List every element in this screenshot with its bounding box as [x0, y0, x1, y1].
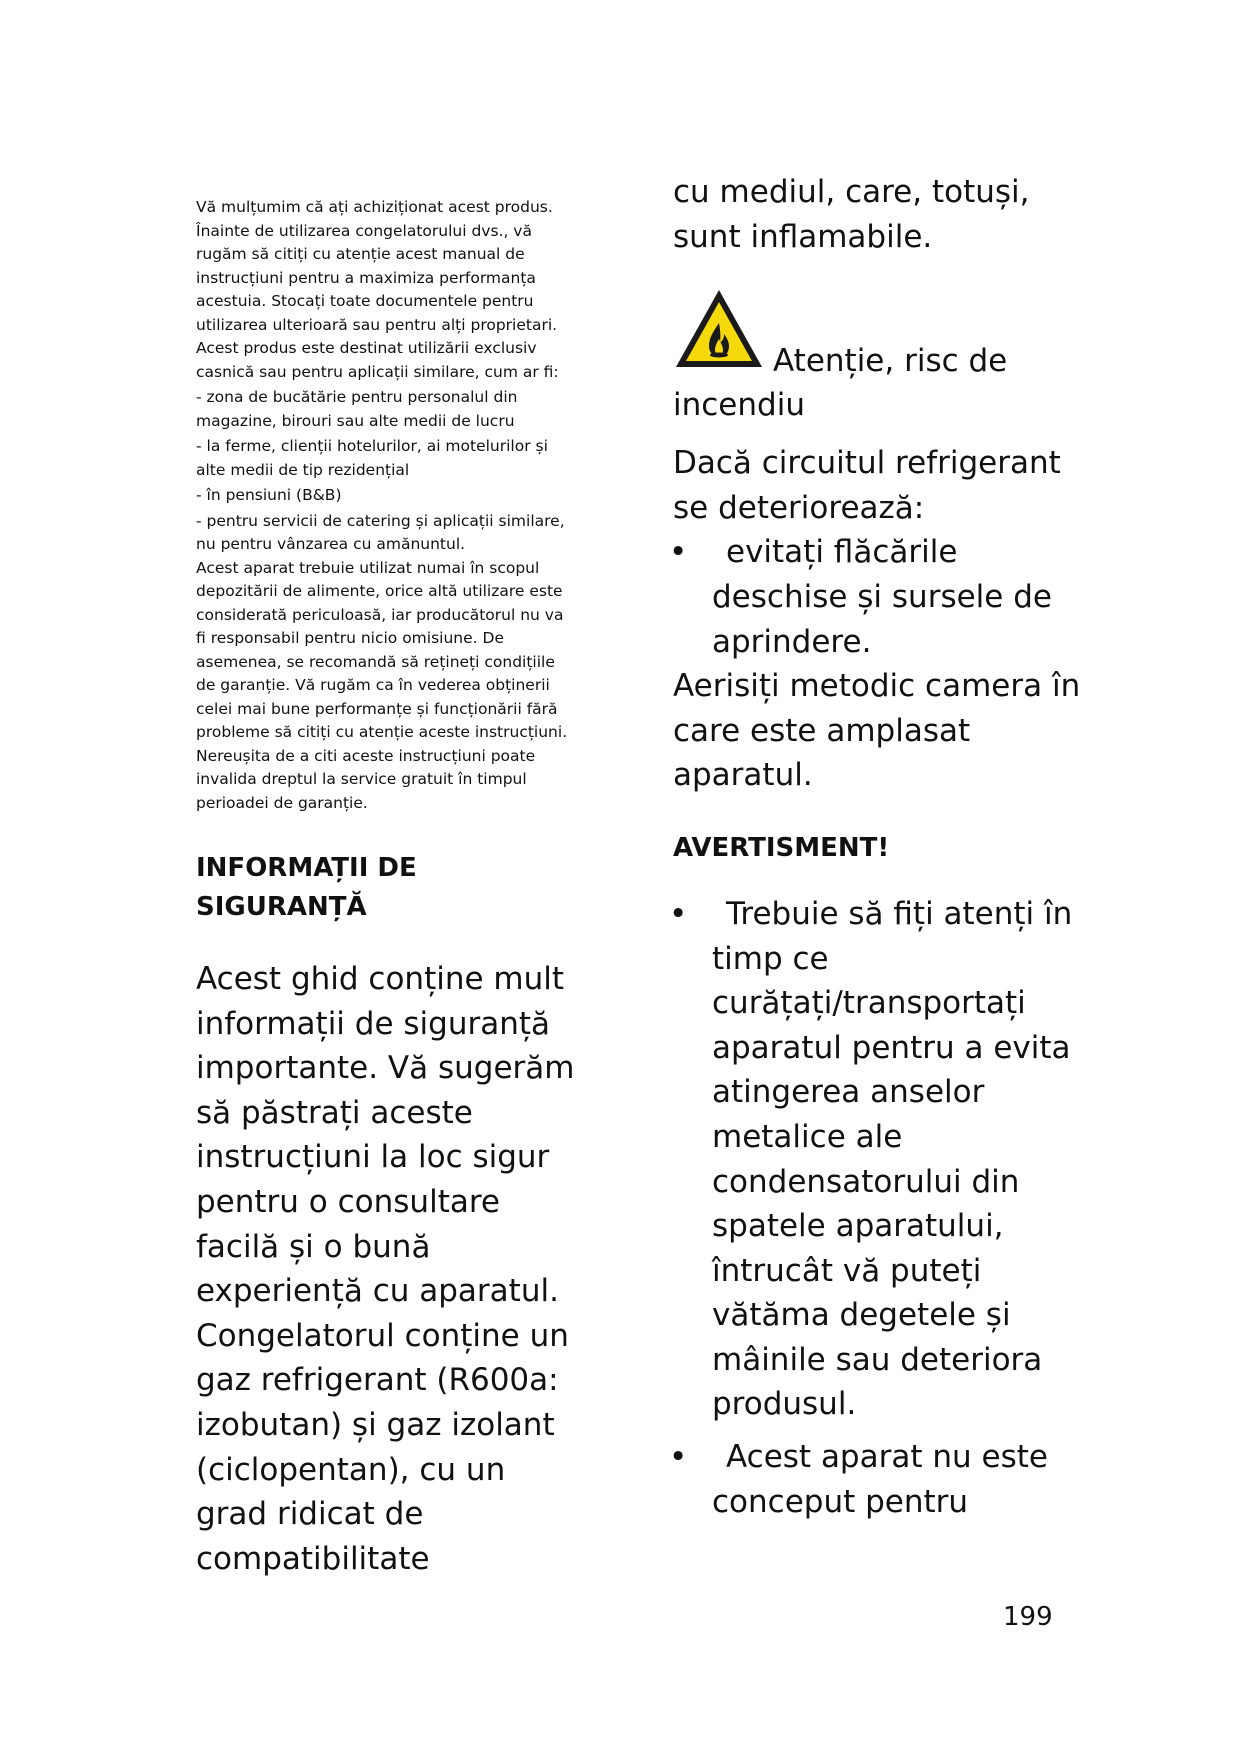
- intro-list-item: - pentru servicii de catering și aplicații similare, nu pentru vânzarea cu amănuntul.: [196, 511, 565, 553]
- bullet-item: [669, 530, 1093, 664]
- right-column: [669, 170, 1093, 1524]
- fire-hazard-icon: [673, 287, 765, 371]
- bullet-text: evitați flăcările deschise și sursele de aprindere.: [712, 534, 1052, 660]
- safety-heading: INFORMAȚII DE SIGURANȚĂ: [196, 853, 417, 922]
- bullet-text: Trebuie să fiți atenți în timp ce curățați/transportați aparatul pentru a evita atingerea anselor metalice ale condensatorului din spatele aparatului, întrucât vă puteți vătăma degetele și mâinile sau deteriora produsul.: [712, 895, 1073, 1423]
- bullet-dot: •: [669, 1439, 688, 1476]
- warning-heading: AVERTISMENT!: [673, 832, 890, 863]
- warning-label: Atenție, risc de: [773, 343, 1008, 380]
- usage-paragraph: Acest aparat trebuie utilizat numai în scopul depozitării de alimente, orice altă utilizare este considerată periculoasă, iar producătorul nu va fi responsabil pentru nicio omisiune. De asemenea, se recomandă să rețineți condițiile de garanție. Vă rugăm ca în vederea obținerii celei mai bune performanțe și funcționării fără probleme să citiți cu atenție aceste instrucțiuni. Nereușita de a citi aceste instrucțiuni poate invalida dreptul la service gratuit în timpul perioadei de garanție.: [196, 558, 568, 812]
- bullet-item: [669, 1435, 1093, 1524]
- intro-list-item: - la ferme, clienții hotelurilor, ai motelurilor și alte medii de tip rezidențial: [196, 437, 548, 479]
- fire-warning: [673, 287, 1093, 424]
- ventilate-paragraph: Aerisiți metodic camera în care este amplasat aparatul.: [673, 668, 1081, 794]
- intro-paragraph: Vă mulțumim că ați achiziționat acest produs. Înainte de utilizarea congelatorului dvs., vă rugăm să citiți cu atenție acest manual de instrucțiuni pentru a maximiza performanța acestuia. Stocați toate documentele pentru utilizarea ulterioară sau pentru alți proprietari. Acest produs este destinat utilizării exclusiv casnică sau pentru aplicații similare, cum ar fi:: [196, 198, 559, 381]
- continuation-text: cu mediul, care, totuși, sunt inflamabile.: [673, 174, 1030, 255]
- safety-body: Acest ghid conține mult informații de siguranță importante. Vă sugerăm să păstrați aceste instrucțiuni la loc sigur pentru o consultare facilă și o bună experiență cu aparatul. Congelatorul conține un gaz refrigerant (R600a: izobutan) și gaz izolant (ciclopentan), cu un grad ridicat de compatibilitate: [196, 961, 575, 1577]
- warning-label-continued: incendiu: [673, 387, 805, 424]
- intro-list-item: - în pensiuni (B&B): [196, 486, 342, 504]
- intro-list-item: - zona de bucătărie pentru personalul din magazine, birouri sau alte medii de lucru: [196, 388, 518, 430]
- left-column: [196, 196, 576, 1581]
- page-number: 199: [1003, 1602, 1053, 1632]
- bullet-dot: •: [669, 534, 688, 571]
- bullet-dot: •: [669, 895, 688, 932]
- circuit-paragraph: Dacă circuitul refrigerant se deteriorează:: [673, 445, 1061, 526]
- bullet-item: [669, 892, 1093, 1427]
- bullet-text: Acest aparat nu este conceput pentru: [712, 1439, 1048, 1520]
